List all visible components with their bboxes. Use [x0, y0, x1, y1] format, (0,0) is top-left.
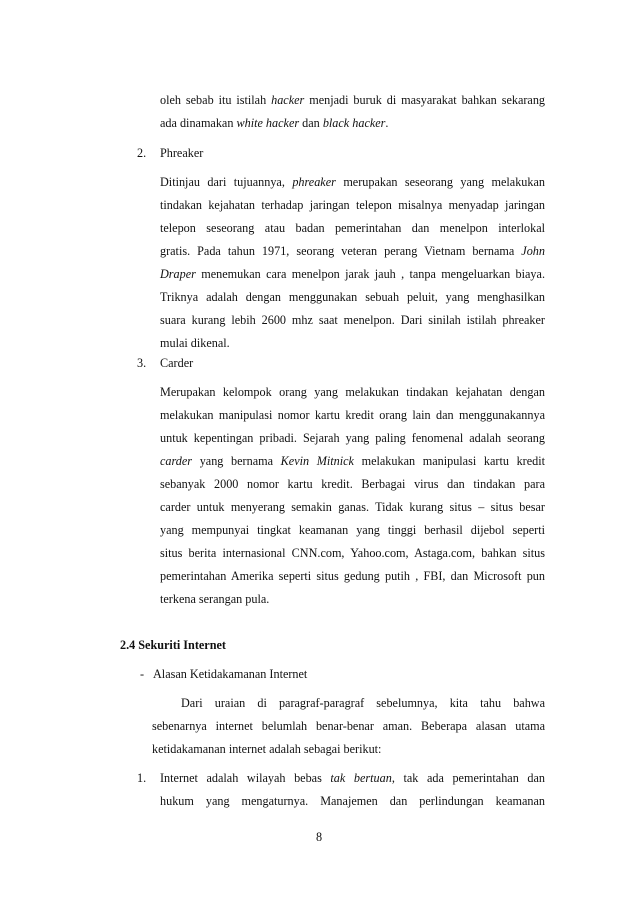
- text-line: Triknya adalah dengan menggunakan sebuah peluit, yang menghasilkan: [160, 290, 545, 304]
- page-number: 8: [315, 830, 323, 844]
- text-line: sebanyak 2000 nomor kartu kredit. Berbagai virus dan tindakan para: [160, 477, 545, 491]
- text-line: suara kurang lebih 2600 mhz saat menelpon. Dari sinilah istilah phreaker: [160, 313, 545, 327]
- text-line: untuk kepentingan pribadi. Sejarah yang paling fenomenal adalah seorang: [160, 431, 545, 445]
- list-number: 3.: [137, 356, 147, 370]
- text-line: situs berita internasional CNN.com, Yahoo.com, Astaga.com, bahkan situs: [160, 546, 545, 560]
- text-line: pemerintahan Amerika seperti situs gedung putih , FBI, dan Microsoft pun: [160, 569, 545, 583]
- list-item-title: Carder: [160, 356, 194, 370]
- text-line: Dari uraian di paragraf-paragraf sebelumnya, kita tahu bahwa: [181, 696, 545, 710]
- text-line: ada dinamakan white hacker dan black hacker.: [160, 116, 389, 130]
- text-line: sebenarnya internet belumlah benar-benar aman. Beberapa alasan utama: [152, 719, 545, 733]
- text-line: ketidakamanan internet adalah sebagai berikut:: [152, 742, 382, 756]
- section-heading: 2.4 Sekuriti Internet: [120, 638, 226, 652]
- sub-bullet: -: [140, 667, 145, 681]
- text-line: yang mempunyai tingkat keamanan yang tinggi berhasil dijebol seperti: [160, 523, 545, 537]
- text-line: carder yang bernama Kevin Mitnick melakukan manipulasi kartu kredit: [160, 454, 545, 468]
- text-line: hukum yang mengaturnya. Manajemen dan perlindungan keamanan: [160, 794, 545, 808]
- text-line: melakukan manipulasi nomor kartu kredit orang lain dan menggunakannya: [160, 408, 545, 422]
- text-line: oleh sebab itu istilah hacker menjadi buruk di masyarakat bahkan sekarang: [160, 93, 546, 107]
- list-item-title: Phreaker: [160, 146, 204, 160]
- text-line: tindakan kejahatan terhadap jaringan telepon misalnya menyadap jaringan: [160, 198, 545, 212]
- text-line: Draper menemukan cara menelpon jarak jauh , tanpa mengeluarkan biaya.: [160, 267, 545, 281]
- text-line: Internet adalah wilayah bebas tak bertuan, tak ada pemerintahan dan: [160, 771, 545, 785]
- text-line: Ditinjau dari tujuannya, phreaker merupakan seseorang yang melakukan: [160, 175, 545, 189]
- text-line: mulai dikenal.: [160, 336, 230, 350]
- text-line: Merupakan kelompok orang yang melakukan tindakan kejahatan dengan: [160, 385, 545, 399]
- text-line: carder untuk menyerang semakin ganas. Tidak kurang situs – situs besar: [160, 500, 545, 514]
- list-number: 2.: [137, 146, 147, 160]
- text-line: gratis. Pada tahun 1971, seorang veteran perang Vietnam bernama John: [160, 244, 545, 258]
- subsection-title: Alasan Ketidakamanan Internet: [153, 667, 308, 681]
- list-number: 1.: [137, 771, 147, 785]
- text-line: telepon seseorang atau badan pemerintahan dan menelpon interlokal: [160, 221, 545, 235]
- text-line: terkena serangan pula.: [160, 592, 270, 606]
